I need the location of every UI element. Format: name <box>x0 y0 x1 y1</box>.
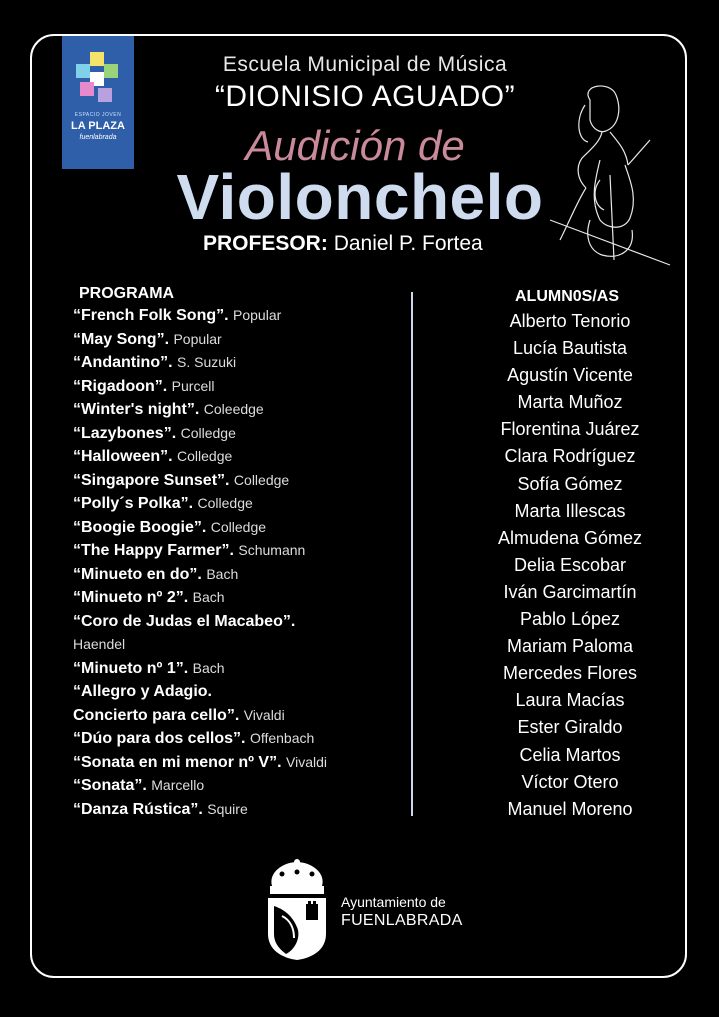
students-heading: ALUMN0S/AS <box>515 288 620 305</box>
piece-author: Colledge <box>210 518 267 535</box>
piece-author: Bach <box>192 659 225 676</box>
list-item <box>73 754 403 778</box>
piece-author: Vivaldi <box>243 706 285 723</box>
list-item <box>73 636 403 660</box>
column-divider <box>411 292 413 816</box>
student-name: Víctor Otero <box>521 771 619 792</box>
list-item <box>73 707 403 731</box>
piece-title: “Allegro y Adagio. <box>73 683 212 700</box>
piece-author: Colledge <box>197 495 253 511</box>
piece-title: “Halloween”. <box>73 448 173 465</box>
piece-title: “Sonata”. <box>73 777 147 794</box>
list-item <box>73 472 403 496</box>
piece-title: “Minueto nº 2”. <box>73 589 189 606</box>
student-name: Pablo López <box>519 609 621 630</box>
piece-title: “Rigadoon”. <box>73 377 168 395</box>
student-name: Celia Martos <box>519 744 621 765</box>
piece-author: Vivaldi <box>286 753 327 770</box>
piece-title: “Sonata en mi menor nº V”. <box>73 753 282 771</box>
list-item <box>73 801 403 825</box>
piece-title: “Minueto en do”. <box>73 565 202 583</box>
list-item <box>73 378 403 402</box>
piece-title: “Minueto nº 1”. <box>73 659 189 677</box>
logo-line3: fuenlabrada <box>79 134 117 141</box>
student-name: Manuel Moreno <box>507 798 633 819</box>
piece-author: Schumann <box>238 542 306 558</box>
student-name: Mariam Paloma <box>506 636 634 657</box>
piece-author: Bach <box>206 565 239 582</box>
logo-line1: ESPACIO JOVEN <box>74 112 122 118</box>
cellist-illustration <box>530 80 680 270</box>
piece-author: Offenbach <box>249 730 315 746</box>
piece-author: Colledge <box>177 448 233 464</box>
piece-title: “Polly´s Polka”. <box>73 495 194 512</box>
piece-author: Purcell <box>171 377 215 394</box>
piece-title: “Boogie Boogie”. <box>73 518 207 536</box>
piece-title: “Danza Rústica”. <box>73 800 203 818</box>
la-plaza-logo <box>62 36 134 169</box>
program-heading: PROGRAMA <box>79 285 175 302</box>
list-item <box>73 307 403 331</box>
students-list <box>460 311 680 826</box>
student-name: Lucía Bautista <box>512 338 628 359</box>
piece-author: Squire <box>207 800 248 817</box>
list-item <box>73 354 403 378</box>
teacher-line <box>203 232 483 256</box>
student-name: Almudena Gómez <box>497 527 643 548</box>
student-name: Clara Rodríguez <box>504 446 636 467</box>
city-council-label: Ayuntamiento de <box>341 894 446 910</box>
student-name: Mercedes Flores <box>502 663 638 684</box>
piece-author: Bach <box>192 589 225 605</box>
city-name: FUENLABRADA <box>341 912 463 929</box>
student-name: Florentina Juárez <box>500 419 640 440</box>
list-item <box>73 425 403 449</box>
piece-title: “French Folk Song”. <box>73 307 229 324</box>
fuenlabrada-crest-icon <box>264 858 330 962</box>
student-name: Sofía Gómez <box>517 473 623 494</box>
cube-logo-icon <box>76 52 120 108</box>
teacher-name: Daniel P. Fortea <box>333 232 483 255</box>
student-name: Iván Garcimartín <box>503 581 637 602</box>
list-item <box>73 683 403 707</box>
list-item <box>73 613 403 637</box>
student-name: Marta Muñoz <box>517 392 623 413</box>
list-item <box>73 660 403 684</box>
piece-author: Popular <box>173 330 222 347</box>
student-name: Marta Illescas <box>514 500 626 521</box>
piece-title: Concierto para cello”. <box>73 706 240 724</box>
piece-title: “Winter's night”. <box>73 401 200 418</box>
piece-title: “May Song”. <box>73 330 170 348</box>
list-item <box>73 777 403 801</box>
list-item <box>73 331 403 355</box>
piece-title: “Coro de Judas el Macabeo”. <box>73 612 296 630</box>
piece-author: S. Suzuki <box>177 354 237 370</box>
student-name: Laura Macías <box>515 690 625 711</box>
list-item <box>73 589 403 613</box>
school-title: “DIONISIO AGUADO” <box>214 80 516 113</box>
teacher-label: PROFESOR: <box>203 232 328 255</box>
program-list <box>73 307 403 824</box>
list-item <box>73 448 403 472</box>
piece-author: Colledge <box>233 471 290 488</box>
piece-author: Coleedge <box>203 401 264 417</box>
logo-line2: LA PLAZA <box>71 120 125 132</box>
list-item <box>73 495 403 519</box>
student-name: Agustín Vicente <box>507 365 633 386</box>
school-name: Escuela Municipal de Música <box>222 53 508 76</box>
piece-title: “Singapore Sunset”. <box>73 471 230 489</box>
student-name: Alberto Tenorio <box>509 311 631 331</box>
piece-title: “The Happy Farmer”. <box>73 542 234 559</box>
piece-title: “Andantino”. <box>73 354 173 371</box>
piece-author: Haendel <box>73 636 126 652</box>
piece-title: “Dúo para dos cellos”. <box>73 730 246 747</box>
piece-title: “Lazybones”. <box>73 424 177 442</box>
piece-author: Colledge <box>180 424 236 441</box>
list-item <box>73 401 403 425</box>
piece-author: Marcello <box>151 777 205 793</box>
student-name: Ester Giraldo <box>517 717 623 738</box>
event-title: Audición de <box>245 122 465 169</box>
student-name: Delia Escobar <box>513 554 627 575</box>
list-item <box>73 566 403 590</box>
list-item <box>73 730 403 754</box>
piece-author: Popular <box>233 307 282 323</box>
list-item <box>73 519 403 543</box>
list-item <box>73 542 403 566</box>
instrument-title: Violonchelo <box>176 161 544 233</box>
